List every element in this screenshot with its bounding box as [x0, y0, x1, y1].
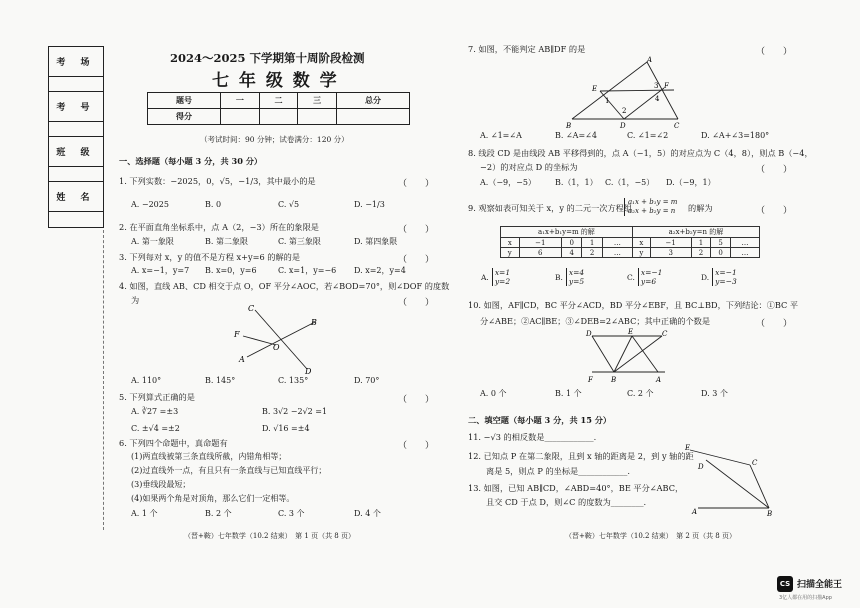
- q10-option-a: A. 0 个: [480, 389, 507, 398]
- q6-option-a: A. 1 个: [131, 509, 158, 518]
- q6-statement-1: (1)两直线被第三条直线所截，内错角相等；: [131, 452, 287, 461]
- q1-option-b: B. 0: [205, 200, 222, 209]
- q13-label-e: E: [685, 444, 691, 452]
- q9-cell: 1: [691, 238, 711, 248]
- score-cell: [221, 109, 260, 125]
- q4-label-a: A: [239, 355, 245, 364]
- q7-label-d: D: [620, 122, 626, 130]
- q9-option-line: x=1: [494, 268, 511, 277]
- score-row-label: 得分: [148, 109, 221, 125]
- q7-option-c: C. ∠1=∠2: [627, 131, 669, 140]
- q9-stem-cont: 的解为: [688, 203, 713, 213]
- q9-cell: …: [602, 248, 632, 258]
- q9-equation-1: a₁x + b₁y = m: [628, 198, 678, 206]
- q2-option-b: B. 第二象限: [205, 237, 248, 246]
- name-field: [49, 212, 103, 227]
- q9-table-header-1: a₁x+b₁y=m 的解: [501, 227, 633, 238]
- segment-eb: [706, 460, 769, 508]
- q11-stem: 11. −√3 的相反数是____________.: [468, 432, 597, 442]
- q8-option-d: D.（−9，1）: [666, 178, 716, 187]
- q9-value-table: [500, 226, 760, 258]
- q9-option-letter: D.: [701, 272, 710, 282]
- q6-statement-2: (2)过直线外一点，有且只有一条直线与已知直线平行；: [131, 466, 327, 475]
- subject-title: 七 年 级 数 学: [212, 71, 339, 91]
- q9-table-header-2: a₂x+b₂y=n 的解: [632, 227, 759, 238]
- q10-option-d: D. 3 个: [701, 389, 728, 398]
- q10-label-b: B: [611, 376, 617, 384]
- q5-option-d: D. √16 =±4: [262, 424, 310, 433]
- q9-option-d: [701, 268, 737, 286]
- q6-option-d: D. 4 个: [354, 509, 381, 518]
- q9-option-system: [712, 268, 737, 286]
- q7-angle-4: 4: [655, 95, 660, 103]
- q9-cell: 2: [691, 248, 711, 258]
- q7-option-a: A. ∠1=∠A: [480, 131, 522, 140]
- q10-option-c: C. 2 个: [627, 389, 654, 398]
- q4-option-a: A. 110°: [131, 376, 162, 385]
- q9-cell: 0: [561, 238, 581, 248]
- q6-option-b: B. 2 个: [205, 509, 232, 518]
- q3-option-d: D. x=2，y=4: [354, 266, 406, 275]
- q9-option-line: y=2: [494, 277, 511, 286]
- q4-option-d: D. 70°: [354, 376, 380, 385]
- q9-cell: 1: [582, 238, 602, 248]
- score-table: [147, 92, 410, 125]
- q8-option-b: B.（1，1）: [555, 178, 598, 187]
- q9-option-line: x=−1: [640, 268, 663, 277]
- q9-option-letter: A.: [481, 272, 489, 282]
- footer-page-1: （晋+鞍）七年数学（10.2 结束） 第 1 页（共 8 页）: [184, 532, 355, 540]
- q4-label-b: B: [311, 318, 317, 327]
- q4-label-f: F: [234, 330, 240, 339]
- score-header-cell: 二: [259, 93, 298, 109]
- q6-statement-3: (3)垂线段最短；: [131, 480, 191, 489]
- segment-bc: [614, 336, 662, 372]
- q13-stem: 13. 如图，已知 AB∥CD，∠ABD=40°，BE 平分∠ABC，: [468, 483, 684, 493]
- score-header-cell: 题号: [148, 93, 221, 109]
- q7-label-a: A: [647, 56, 653, 64]
- q10-figure: [580, 326, 680, 384]
- q2-answer-blank: （ ）: [398, 225, 435, 235]
- q10-label-e: E: [628, 328, 634, 336]
- class-label: 班 级: [49, 137, 103, 167]
- q5-option-c: C. ±√4 =±2: [131, 424, 180, 433]
- name-label: 姓 名: [49, 182, 103, 212]
- ray-of: [243, 336, 276, 345]
- q9-option-letter: C.: [627, 272, 635, 282]
- exam-room-label: 考 场: [49, 47, 103, 77]
- score-header-cell: 总分: [336, 93, 409, 109]
- q9-stem: 9. 观察如表可知关于 x，y 的二元一次方程组: [468, 203, 633, 213]
- q7-stem: 7. 如图，不能判定 AB∥DF 的是: [468, 44, 586, 54]
- camscanner-tagline: 3亿人都在用的扫描App: [779, 595, 832, 601]
- q7-label-b: B: [566, 122, 572, 130]
- student-info-box: [48, 46, 104, 228]
- q9-cell: y: [501, 248, 520, 258]
- q4-figure: [225, 300, 335, 376]
- q12-stem: 12. 已知点 P 在第二象限，且到 x 轴的距离是 2，到 y 轴的距: [468, 451, 694, 461]
- q4-option-b: B. 145°: [205, 376, 236, 385]
- q7-angle-2: 2: [622, 107, 627, 115]
- q5-option-a: A. ∛27 =±3: [131, 407, 179, 416]
- score-header-cell: 一: [221, 93, 260, 109]
- q7-label-c: C: [674, 122, 680, 130]
- q9-cell: x: [632, 238, 650, 248]
- q7-angle-1: 1: [605, 97, 610, 105]
- q9-option-system: [638, 268, 663, 286]
- q10-label-c: C: [662, 330, 668, 338]
- q9-option-system: [566, 268, 584, 286]
- q2-option-a: A. 第一象限: [131, 237, 174, 246]
- q1-answer-blank: （ ）: [398, 179, 435, 189]
- q7-angle-3: 3: [654, 82, 659, 90]
- exam-number-field: [49, 122, 103, 137]
- exam-number-label: 考 号: [49, 92, 103, 122]
- exam-room-field: [49, 77, 103, 92]
- q9-cell: …: [730, 238, 759, 248]
- binding-line: [103, 230, 104, 530]
- q9-option-a: [481, 268, 510, 286]
- q5-option-b: B. 3√2 −2√2 =1: [262, 407, 328, 416]
- q13-figure: [680, 438, 780, 518]
- q9-option-c: [627, 268, 662, 286]
- q1-option-a: A. −2025: [131, 200, 169, 209]
- q6-stem: 6. 下列四个命题中，真命题有: [119, 438, 228, 448]
- footer-page-2: （晋+鞍）七年数学（10.2 结束） 第 2 页（共 8 页）: [565, 532, 736, 540]
- q10-label-a: A: [656, 376, 662, 384]
- q6-answer-blank: （ ）: [398, 441, 435, 451]
- q13-label-b: B: [767, 510, 773, 518]
- segment-cb: [750, 465, 769, 508]
- q9-cell: …: [602, 238, 632, 248]
- q2-option-c: C. 第三象限: [278, 237, 321, 246]
- q1-option-d: D. −1/3: [354, 200, 385, 209]
- q10-option-b: B. 1 个: [555, 389, 582, 398]
- camscanner-logo: CS: [777, 576, 793, 592]
- q9-option-letter: B.: [555, 272, 563, 282]
- q4-option-c: C. 135°: [278, 376, 309, 385]
- section1-title: 一、选择题（每小题 3 分，共 30 分）: [119, 156, 263, 166]
- q9-cell: −1: [650, 238, 691, 248]
- time-info: （考试时间：90 分钟；试卷满分：120 分）: [200, 135, 349, 144]
- q13-stem-cont: 且交 CD 于点 D，则∠C 的度数为________.: [486, 497, 647, 507]
- q10-label-d: D: [586, 330, 592, 338]
- q4-answer-blank: （ ）: [398, 298, 435, 308]
- q3-option-a: A. x=−1，y=7: [131, 266, 190, 275]
- q5-stem: 5. 下列算式正确的是: [119, 392, 195, 402]
- q4-stem: 4. 如图，直线 AB、CD 相交于点 O，OF 平分∠AOC，若∠BOD=70°，则∠DOF 的度数: [119, 281, 450, 291]
- q9-option-line: x=4: [568, 268, 585, 277]
- score-cell: [259, 109, 298, 125]
- q9-option-line: y=−3: [715, 277, 737, 286]
- q13-label-c: C: [752, 459, 758, 467]
- q4-label-o: O: [273, 343, 280, 352]
- q7-figure: [562, 54, 692, 130]
- q9-option-line: y=6: [640, 277, 657, 286]
- q10-answer-blank: （ ）: [756, 319, 793, 329]
- q9-cell: 6: [519, 248, 561, 258]
- q8-option-c: C.（1，−5）: [605, 178, 655, 187]
- q9-cell: 4: [561, 248, 581, 258]
- q6-option-c: C. 3 个: [278, 509, 305, 518]
- q9-cell: −1: [519, 238, 561, 248]
- q7-label-e: E: [592, 85, 598, 93]
- q3-answer-blank: （ ）: [398, 255, 435, 265]
- q1-option-c: C. √5: [278, 200, 300, 209]
- q10-label-f: F: [588, 376, 593, 384]
- camscanner-name: 扫描全能王: [797, 580, 843, 590]
- q9-equation-system: [624, 198, 677, 216]
- q3-stem: 3. 下列每对 x，y 的值不是方程 x+y=6 的解的是: [119, 252, 301, 262]
- q1-stem: 1. 下列实数：−2025，0，√5，−1/3，其中最小的是: [119, 176, 316, 186]
- q8-stem: 8. 线段 CD 是由线段 AB 平移得到的，点 A（−1，5）的对应点为 C（4，8），则点 B（−4，: [468, 148, 813, 158]
- q10-stem-cont: 分∠ABE；②AC∥BE；③∠DEB=2∠ABC；其中正确的个数是: [480, 316, 711, 326]
- q8-option-a: A.（−9，−5）: [480, 178, 536, 187]
- q6-statement-4: (4)如果两个角是对顶角，那么它们一定相等。: [131, 494, 295, 503]
- score-cell: [298, 109, 337, 125]
- q12-stem-cont: 离是 5，则点 P 的坐标是____________.: [486, 466, 630, 476]
- segment-df: [624, 88, 664, 119]
- q10-stem: 10. 如图，AF∥CD，BC 平分∠ACD，BD 平分∠EBF，且 BC⊥BD，下列结论：①BC 平: [468, 300, 799, 310]
- q7-answer-blank: （ ）: [756, 47, 793, 57]
- q4-stem-cont: 为: [131, 295, 140, 305]
- q13-label-a: A: [692, 508, 698, 516]
- q9-cell: x: [501, 238, 520, 248]
- segment-be: [614, 336, 632, 372]
- q9-cell: 2: [582, 248, 602, 258]
- class-field: [49, 167, 103, 182]
- q7-option-d: D. ∠A+∠3=180°: [701, 131, 770, 140]
- segment-db: [592, 336, 614, 372]
- q3-option-b: B. x=0，y=6: [205, 266, 257, 275]
- q4-label-c: C: [248, 304, 255, 313]
- q9-cell: 0: [711, 248, 731, 258]
- q2-stem: 2. 在平面直角坐标系中，点 A（2，−3）所在的象限是: [119, 222, 319, 232]
- score-cell: [336, 109, 409, 125]
- q9-option-line: y=5: [568, 277, 585, 286]
- q9-option-line: x=−1: [715, 268, 737, 277]
- segment-ed: [600, 91, 627, 119]
- q8-answer-blank: （ ）: [756, 165, 793, 175]
- section2-title: 二、填空题（每小题 3 分，共 15 分）: [468, 415, 612, 425]
- q13-label-d: D: [698, 463, 704, 471]
- q3-option-c: C. x=1，y=−6: [278, 266, 337, 275]
- q9-cell: 5: [711, 238, 731, 248]
- q8-stem-cont: −2）的对应点 D 的坐标为: [480, 162, 578, 172]
- q9-cell: …: [730, 248, 759, 258]
- q5-answer-blank: （ ）: [398, 395, 435, 405]
- q2-option-d: D. 第四象限: [354, 237, 398, 246]
- score-header-cell: 三: [298, 93, 337, 109]
- q9-cell: y: [632, 248, 650, 258]
- q9-answer-blank: （ ）: [756, 206, 793, 216]
- q9-option-system: [492, 268, 510, 286]
- exam-title: 2024～2025 下学期第十周阶段检测: [170, 51, 365, 65]
- q9-option-b: [555, 268, 584, 286]
- q9-equation-2: a₂x + b₂y = n: [628, 207, 676, 215]
- q4-label-d: D: [305, 367, 312, 376]
- q7-option-b: B. ∠A=∠4: [555, 131, 597, 140]
- q7-label-f: F: [664, 82, 669, 90]
- q9-cell: 3: [650, 248, 691, 258]
